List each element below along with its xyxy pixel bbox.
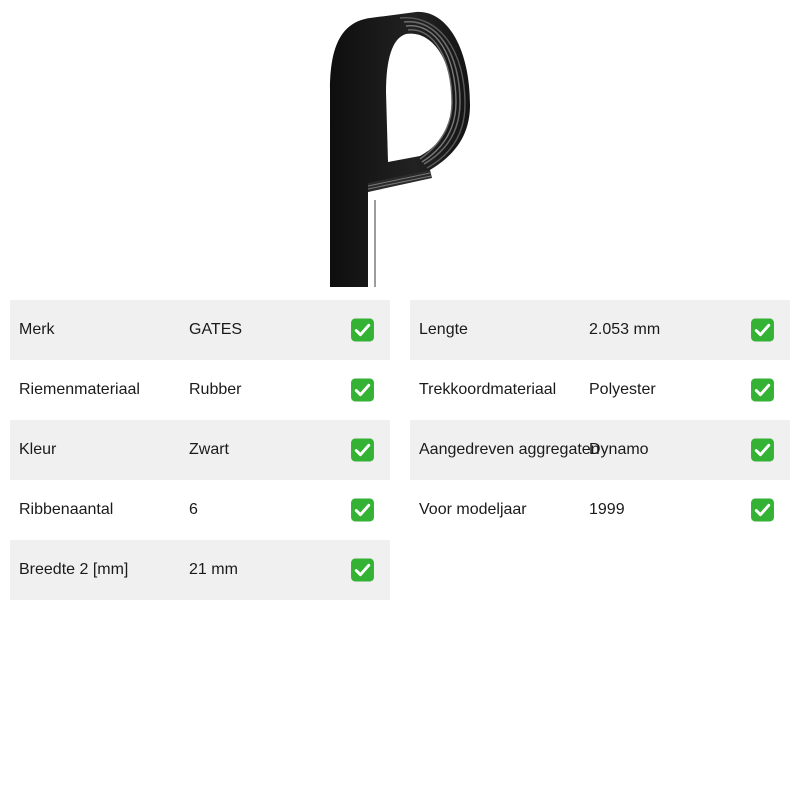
spec-value: 6 xyxy=(189,501,198,518)
check-mark-icon xyxy=(750,438,775,463)
spec-row-kleur xyxy=(10,420,390,480)
check-mark-icon xyxy=(350,438,375,463)
spec-table-right xyxy=(410,300,790,540)
spec-label: Lengte xyxy=(419,321,468,338)
spec-label: Ribbenaantal xyxy=(19,501,114,518)
spec-row-riemenmateriaal xyxy=(10,360,390,420)
spec-row-lengte xyxy=(410,300,790,360)
spec-value: Dynamo xyxy=(589,441,649,458)
spec-label: Breedte 2 [mm] xyxy=(19,561,129,578)
spec-row-voor-modeljaar xyxy=(410,480,790,540)
spec-value: 21 mm xyxy=(189,561,238,578)
belt-product-image xyxy=(320,0,480,287)
spec-label: Trekkoordmateriaal xyxy=(419,381,557,398)
spec-row-breedte xyxy=(10,540,390,600)
spec-row-ribbenaantal xyxy=(10,480,390,540)
spec-label: Riemenmateriaal xyxy=(19,381,140,398)
check-mark-icon xyxy=(350,498,375,523)
check-mark-icon xyxy=(750,498,775,523)
spec-table-left xyxy=(10,300,390,600)
spec-value: GATES xyxy=(189,321,243,338)
spec-label: Voor modeljaar xyxy=(419,501,527,518)
spec-value: 1999 xyxy=(589,501,625,518)
check-mark-icon xyxy=(350,558,375,583)
check-mark-icon xyxy=(350,318,375,343)
spec-label: Aangedreven aggregaten xyxy=(419,441,600,458)
spec-label: Kleur xyxy=(19,441,57,458)
check-mark-icon xyxy=(350,378,375,403)
spec-value: 2.053 mm xyxy=(589,321,661,338)
spec-label: Merk xyxy=(19,321,55,338)
spec-row-merk xyxy=(10,300,390,360)
check-mark-icon xyxy=(750,318,775,343)
spec-value: Rubber xyxy=(189,381,242,398)
spec-row-trekkoordmateriaal xyxy=(410,360,790,420)
check-mark-icon xyxy=(750,378,775,403)
spec-value: Polyester xyxy=(589,381,656,398)
spec-row-aangedreven-aggregaten xyxy=(410,420,790,480)
spec-value: Zwart xyxy=(189,441,229,458)
